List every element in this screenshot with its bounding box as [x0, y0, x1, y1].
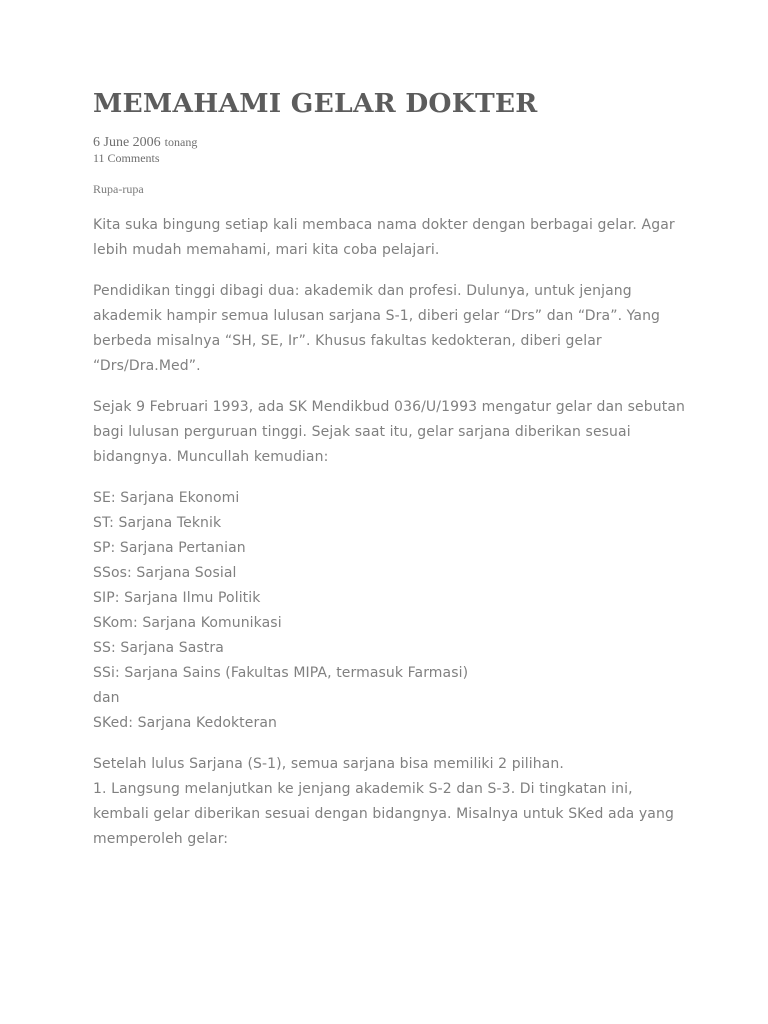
- post-category[interactable]: Rupa-rupa: [93, 182, 144, 196]
- text-line: Pendidikan tinggi dibagi dua: akademik dan profesi. Dulunya, untuk jenjang: [93, 283, 632, 299]
- paragraph: [93, 213, 693, 263]
- post-date: 6 June 2006: [93, 135, 161, 150]
- list-item: dan: [93, 690, 120, 706]
- text-line: lebih mudah memahami, mari kita coba pelajari.: [93, 242, 440, 258]
- text-line: bagi lulusan perguruan tinggi. Sejak saat itu, gelar sarjana diberikan sesuai: [93, 424, 631, 440]
- text-line: Sejak 9 Februari 1993, ada SK Mendikbud 036/U/1993 mengatur gelar dan sebutan: [93, 399, 685, 415]
- list-item: SKed: Sarjana Kedokteran: [93, 715, 277, 731]
- list-item: SP: Sarjana Pertanian: [93, 540, 246, 556]
- list-item: SSos: Sarjana Sosial: [93, 565, 237, 581]
- text-line: Kita suka bingung setiap kali membaca nama dokter dengan berbagai gelar. Agar: [93, 217, 675, 233]
- text-line: Setelah lulus Sarjana (S-1), semua sarjana bisa memiliki 2 pilihan.: [93, 756, 564, 772]
- text-line: kembali gelar diberikan sesuai dengan bidangnya. Misalnya untuk SKed ada yang: [93, 806, 674, 822]
- text-line: memperoleh gelar:: [93, 831, 229, 847]
- article-title: MEMAHAMI GELAR DOKTER: [93, 88, 538, 119]
- list-item: SS: Sarjana Sastra: [93, 640, 224, 656]
- paragraph: [93, 279, 693, 379]
- text-line: bidangnya. Muncullah kemudian:: [93, 449, 329, 465]
- degree-list: [93, 486, 693, 736]
- list-item: SE: Sarjana Ekonomi: [93, 490, 240, 506]
- list-item: SSi: Sarjana Sains (Fakultas MIPA, termasuk Farmasi): [93, 665, 469, 681]
- list-item: SKom: Sarjana Komunikasi: [93, 615, 282, 631]
- article: [93, 84, 693, 852]
- text-line: “Drs/Dra.Med”.: [93, 358, 201, 374]
- text-line: akademik hampir semua lulusan sarjana S-1, diberi gelar “Drs” dan “Dra”. Yang: [93, 308, 661, 324]
- text-line: 1. Langsung melanjutkan ke jenjang akademik S-2 dan S-3. Di tingkatan ini,: [93, 781, 633, 797]
- list-item: SIP: Sarjana Ilmu Politik: [93, 590, 261, 606]
- post-author[interactable]: tonang: [164, 135, 198, 149]
- text-line: berbeda misalnya “SH, SE, Ir”. Khusus fakultas kedokteran, diberi gelar: [93, 333, 602, 349]
- paragraph: [93, 395, 693, 470]
- list-item: ST: Sarjana Teknik: [93, 515, 222, 531]
- article-body: [93, 213, 693, 852]
- comments-link[interactable]: 11 Comments: [93, 151, 160, 165]
- paragraph: [93, 752, 693, 852]
- article-meta: [93, 134, 693, 165]
